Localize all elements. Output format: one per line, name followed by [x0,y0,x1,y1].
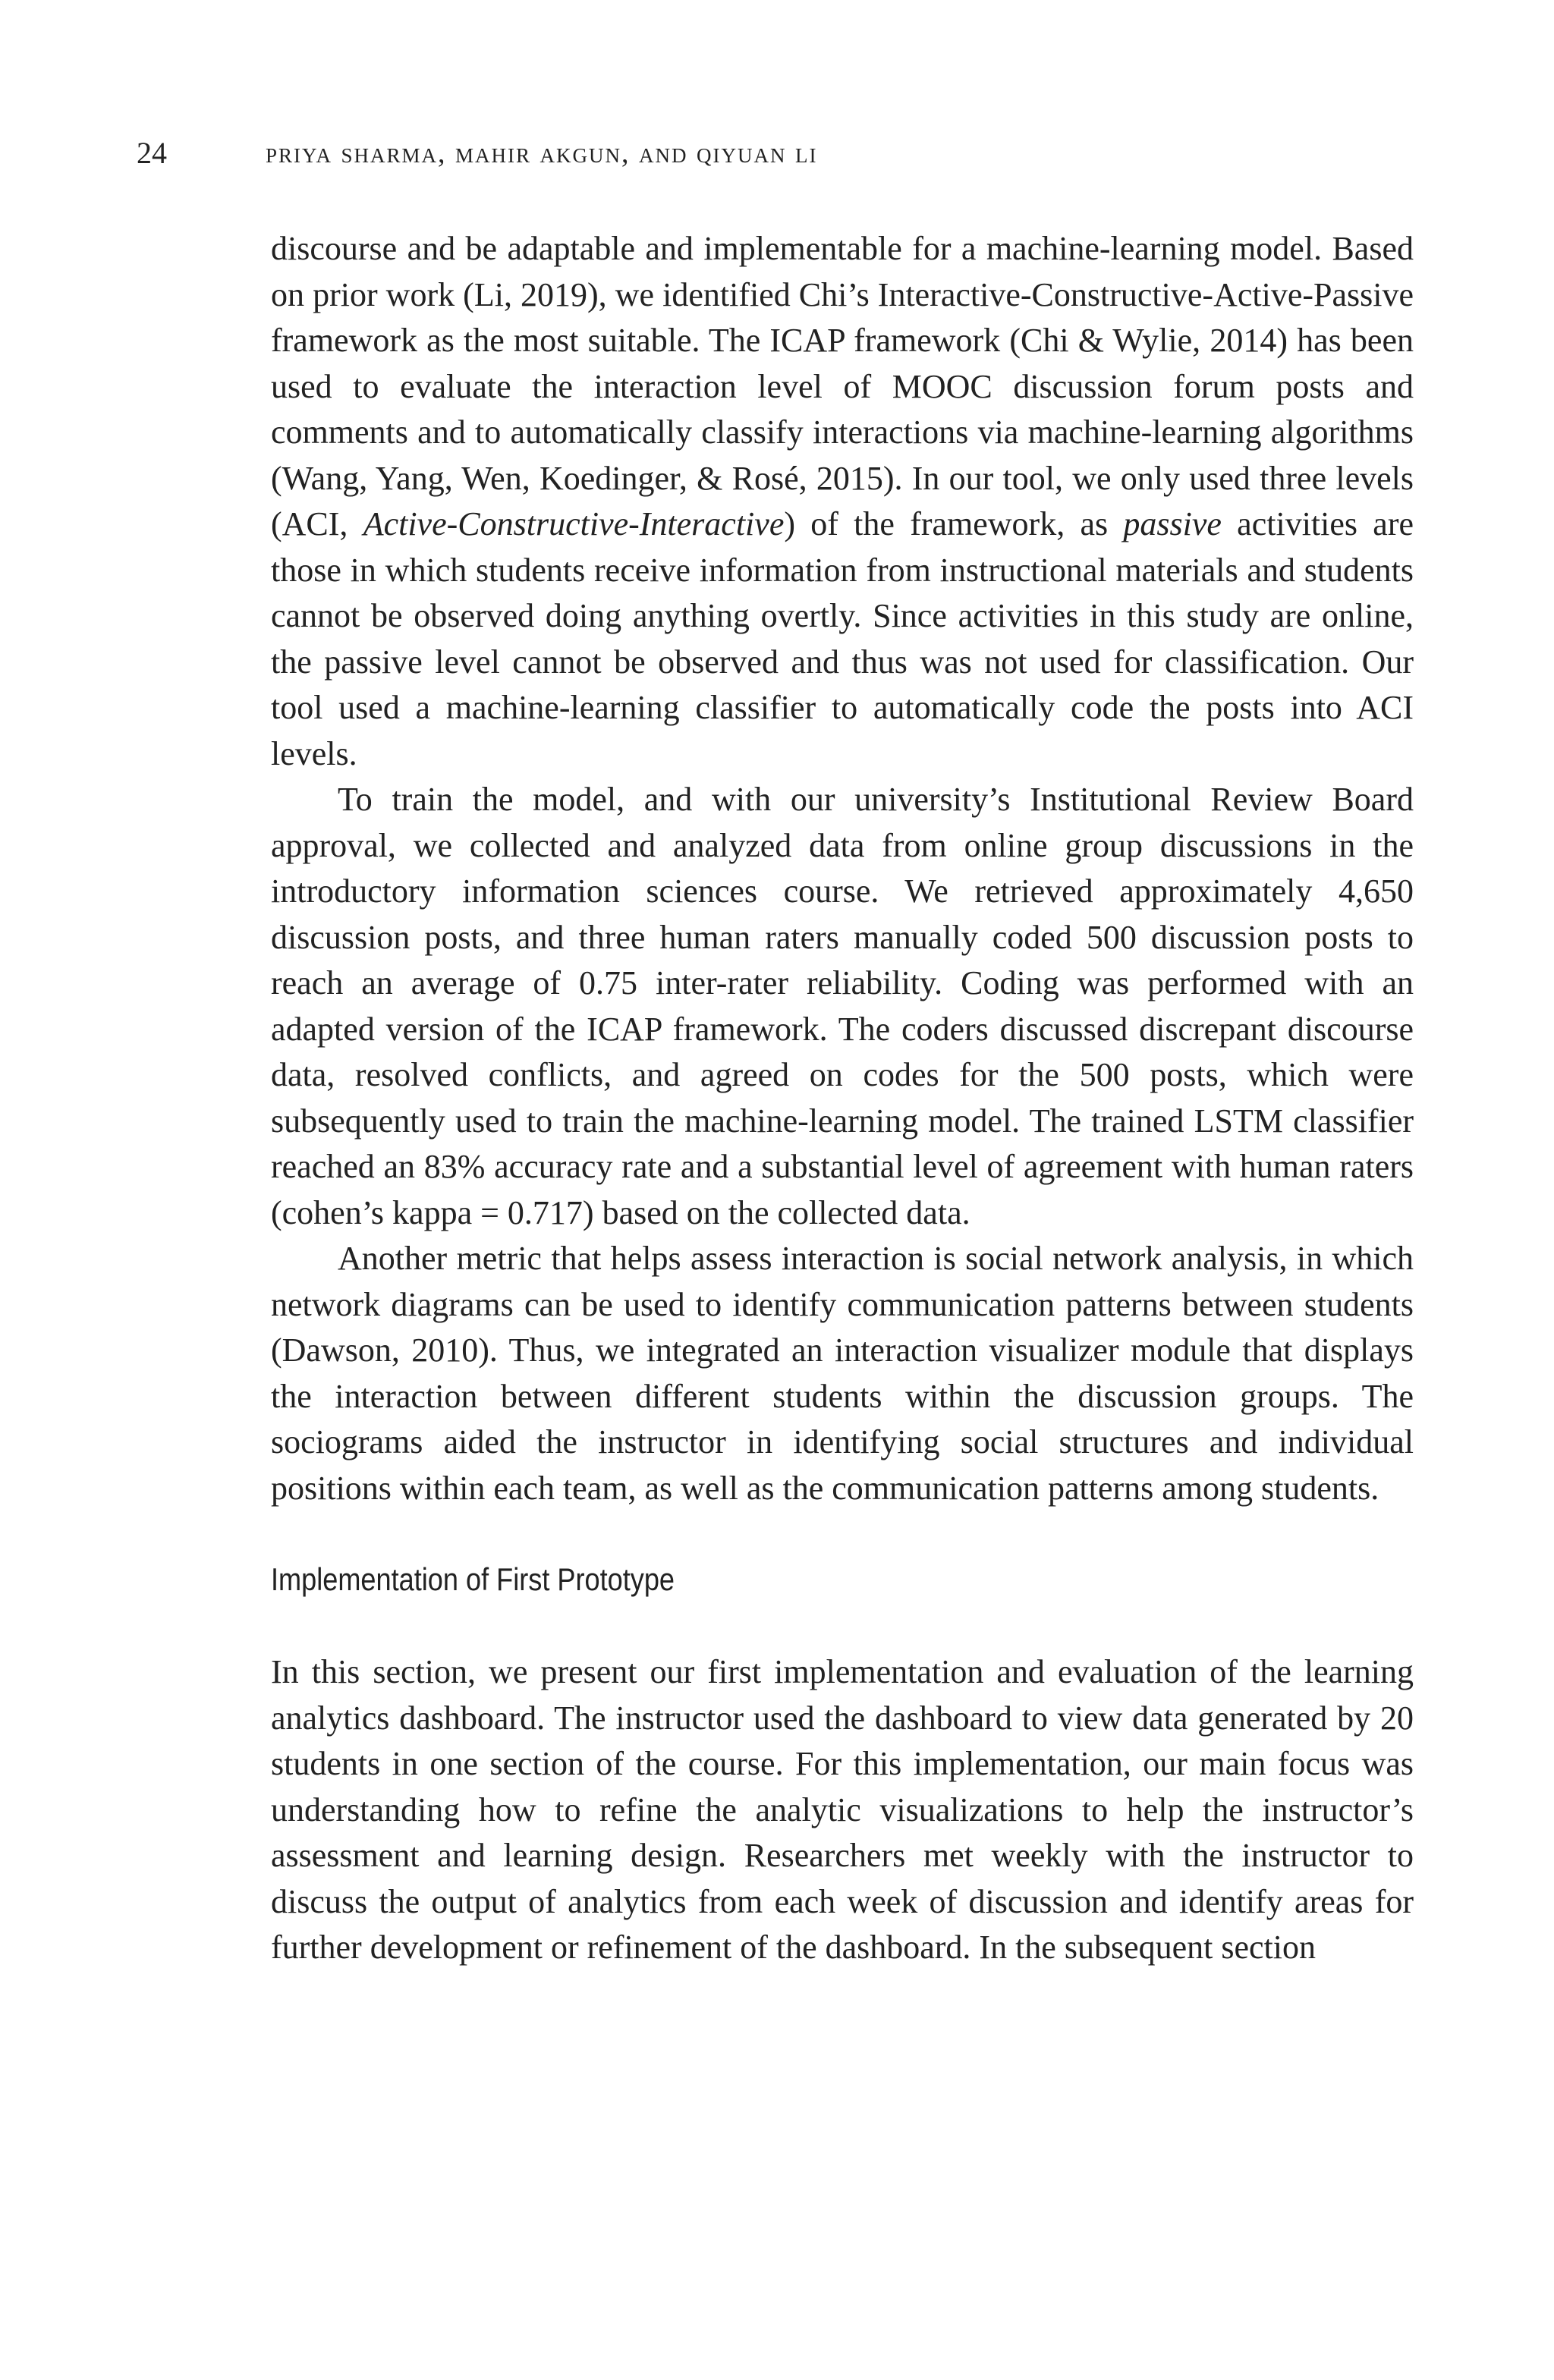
page-number: 24 [137,136,167,170]
paragraph-icap-italic-passive: passive [1123,505,1222,542]
paragraph-icap [271,226,1414,777]
body-text [271,226,1414,1971]
paragraph-social-network: Another metric that helps assess interaction is social network analysis, in which network diagrams can be used to identify communication patterns between students (Dawson, 2010). Thus, we integrated an interaction visualizer module that displays the interaction between different students within the discussion groups. The sociograms aided the instructor in identifying social structures and individual positions within each team, as well as the communication patterns among students. [271,1240,1414,1507]
section-heading: Implementation of First Prototype [271,1561,675,1597]
paragraph-first-implementation: In this section, we present our first implementation and evaluation of the learning analytics dashboard. The instructor used the dashboard to view data generated by 20 students in one section of the course. For this implementation, our main focus was understanding how to refine the analytic visualizations to help the instructor’s assessment and learning design. Researchers met weekly with the instructor to discuss the output of analytics from each week of discussion and identify areas for further development or refinement of the dashboard. In the subsequent section [271,1653,1414,1966]
paragraph-icap-part-b: ) of the framework, as [784,505,1124,542]
running-title: priya sharma, mahir akgun, and qiyuan li [266,137,818,169]
paragraph-model-training: To train the model, and with our university’s Institutional Review Board approval, we collected and analyzed data from online group discussions in the introductory information sciences course. We retrieved approximately 4,650 discussion posts, and three human raters manually coded 500 discussion posts to reach an average of 0.75 inter-rater reliability. Coding was performed with an adapted version of the ICAP framework. The coders discussed discrepant discourse data, resolved conflicts, and agreed on codes for the 500 posts, which were subsequently used to train the machine-learning model. The trained LSTM classifier reached an 83% accuracy rate and a substantial level of agreement with human raters (cohen’s kappa = 0.717) based on the collected data. [271,781,1414,1231]
running-head [137,130,1427,176]
paragraph-icap-italic-aci: Active-Constructive-Interactive [363,505,785,542]
paragraph-icap-part-a: discourse and be adaptable and implementable for a machine-learning model. Based on prior work (Li, 2019), we identified Chi’s Interactive-Constructive-Active-Passive framework as the most suitable. The ICAP framework (Chi & Wylie, 2014) has been used to evaluate the interaction level of MOOC discussion forum posts and comments and to automatically classify interactions via machine-learning algorithms (Wang, Yang, Wen, Koedinger, & Rosé, 2015). In our tool, we only used three levels (ACI, [271,230,1414,542]
paragraph-icap-part-c: activities are those in which students receive information from instructional materials and students cannot be observed doing anything overtly. Since activities in this study are online, the passive level cannot be observed and thus was not used for classification. Our tool used a machine-learning classifier to automatically code the posts into ACI levels. [271,505,1414,772]
